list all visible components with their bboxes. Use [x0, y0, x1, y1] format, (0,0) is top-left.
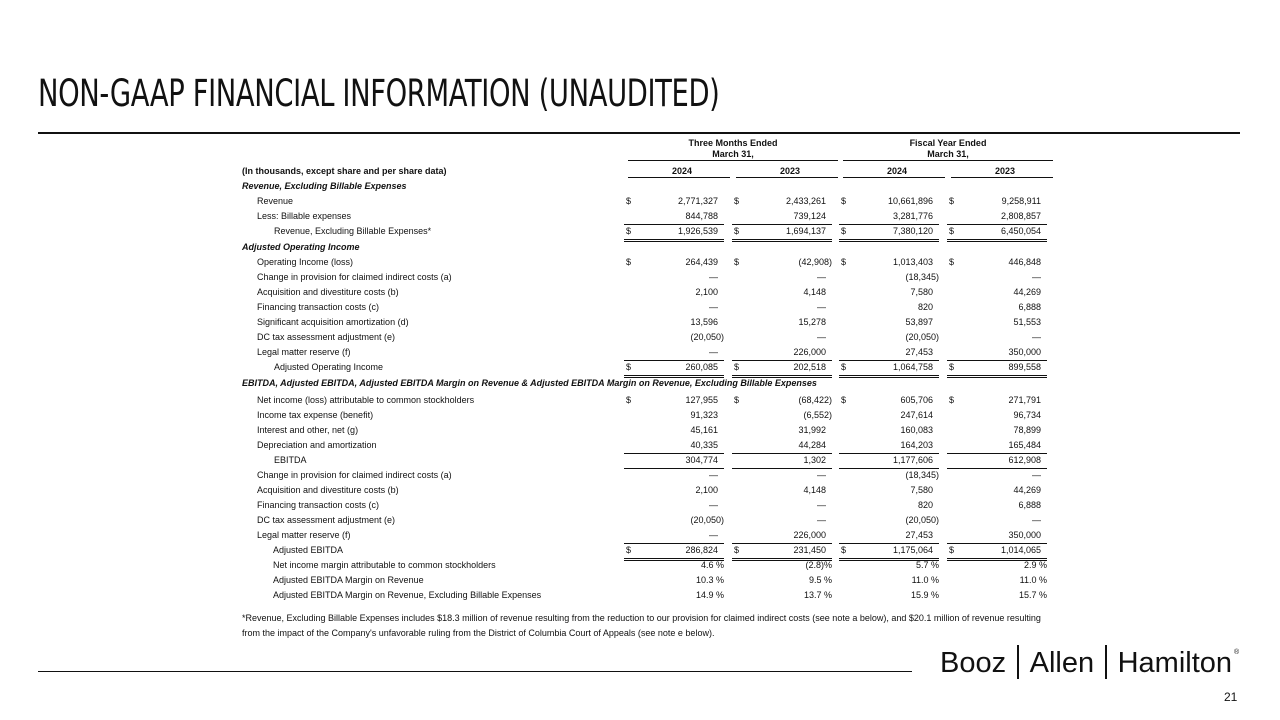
table-cell [732, 330, 832, 345]
cell-value: 231,450 [793, 545, 826, 555]
table-cell [839, 483, 939, 498]
cell-value: 844,788 [685, 211, 718, 221]
cell-value: 10,661,896 [887, 196, 933, 206]
dollar-sign: $ [626, 196, 632, 206]
table-row [242, 573, 1072, 588]
cell-value: 31,992 [798, 425, 826, 435]
cell-value: 271,791 [1008, 395, 1041, 405]
cell-value: 350,000 [1008, 530, 1041, 540]
units-label: (In thousands, except share and per share data) [242, 166, 447, 176]
table-cell [624, 588, 724, 603]
cell-value: 1,064,758 [892, 362, 933, 372]
table-cell [732, 528, 832, 544]
cell-value: 165,484 [1008, 440, 1041, 450]
cell-value: 2,100 [695, 485, 718, 495]
fiscal-year-header [843, 138, 1053, 160]
booz-allen-hamilton-logo [940, 645, 1239, 680]
row-label: Adjusted Operating Income [274, 362, 384, 372]
table-cell [732, 345, 832, 361]
cell-value: 350,000 [1008, 347, 1041, 357]
registered-mark: ® [1234, 649, 1240, 656]
dollar-sign: $ [841, 196, 847, 206]
table-cell [947, 498, 1047, 513]
table-cell [624, 345, 724, 361]
cell-value: 13,596 [690, 317, 718, 327]
logo-separator [1105, 645, 1107, 679]
dollar-sign: $ [626, 362, 632, 372]
table-cell [624, 573, 724, 588]
cell-value: — [817, 470, 826, 480]
cell-value: (6,552) [803, 410, 832, 420]
table-cell [732, 423, 832, 438]
cell-value: 1,177,606 [892, 455, 933, 465]
cell-value: 4,148 [803, 287, 826, 297]
column-header-rule [843, 177, 945, 178]
cell-value: (20,050) [905, 332, 939, 342]
table-cell [947, 528, 1047, 544]
table-cell [839, 423, 939, 438]
dollar-sign: $ [626, 226, 632, 236]
table-cell [947, 255, 1047, 270]
cell-value: 4.6 % [700, 560, 724, 570]
row-label: Change in provision for claimed indirect costs (a) [257, 470, 452, 480]
table-cell [947, 330, 1047, 345]
cell-value: — [1032, 272, 1041, 282]
cell-value: — [817, 272, 826, 282]
table-row [242, 360, 1072, 375]
cell-value: 6,450,054 [1000, 226, 1041, 236]
cell-value: (2.8)% [805, 560, 832, 570]
cell-value: — [1032, 332, 1041, 342]
table-cell [947, 438, 1047, 454]
table-cell [947, 573, 1047, 588]
table-cell [624, 423, 724, 438]
cell-value: 820 [917, 302, 933, 312]
table-row [242, 588, 1072, 603]
three-months-header [628, 138, 838, 160]
dollar-sign: $ [734, 196, 740, 206]
table-cell [732, 315, 832, 330]
table-cell [839, 513, 939, 528]
cell-value: 91,323 [690, 410, 718, 420]
cell-value: 612,908 [1008, 455, 1041, 465]
table-cell [624, 270, 724, 285]
table-cell [839, 438, 939, 454]
cell-value: 15.7 % [1018, 590, 1047, 600]
cell-value: 2,100 [695, 287, 718, 297]
cell-value: 44,284 [798, 440, 826, 450]
table-row [242, 285, 1072, 300]
dollar-sign: $ [626, 257, 632, 267]
footnote: *Revenue, Excluding Billable Expenses includes $18.3 million of revenue resulting from the reduction to our provision for claimed indirect costs (see note a below), and $20.1 million of revenue resulting from the impact of the Company's unfavorable ruling from the District of Columbia Court of Appeals (see note e below). [242, 613, 1041, 638]
table-cell [624, 468, 724, 483]
cell-value: (20,050) [905, 515, 939, 525]
table-cell [624, 558, 724, 573]
cell-value: 739,124 [793, 211, 826, 221]
table-cell [839, 393, 939, 408]
cell-value: — [1032, 515, 1041, 525]
table-row [242, 270, 1072, 285]
row-label: Income tax expense (benefit) [257, 410, 374, 420]
table-cell [732, 498, 832, 513]
table-cell [624, 438, 724, 454]
cell-value: 44,269 [1013, 485, 1041, 495]
column-header-rule [628, 177, 730, 178]
row-label: Acquisition and divestiture costs (b) [257, 485, 399, 495]
table-cell [839, 315, 939, 330]
table-cell [839, 588, 939, 603]
table-cell [732, 573, 832, 588]
table-row [242, 483, 1072, 498]
section-header [242, 240, 1072, 255]
table-row [242, 438, 1072, 453]
cell-value: (68,422) [798, 395, 832, 405]
table-cell [624, 513, 724, 528]
table-row [242, 194, 1072, 209]
table-cell [947, 408, 1047, 423]
table-cell [839, 285, 939, 300]
table-cell [624, 194, 724, 209]
cell-value: 11.0 % [911, 575, 939, 585]
logo-word: Booz [940, 647, 1007, 679]
cell-value: 7,380,120 [892, 226, 933, 236]
table-cell [624, 255, 724, 270]
table-cell [624, 408, 724, 423]
table-row [242, 209, 1072, 224]
cell-value: (20,050) [690, 515, 724, 525]
table-row [242, 558, 1072, 573]
row-label: Change in provision for claimed indirect costs (a) [257, 272, 452, 282]
cell-value: 9.5 % [808, 575, 832, 585]
cell-value: 226,000 [793, 530, 826, 540]
row-label: Interest and other, net (g) [257, 425, 359, 435]
column-header-q-2023: 2023 [779, 166, 801, 176]
table-cell [732, 588, 832, 603]
table-cell [732, 285, 832, 300]
cell-value: 247,614 [900, 410, 933, 420]
cell-value: 1,694,137 [785, 226, 826, 236]
cell-value: 605,706 [900, 395, 933, 405]
table-cell [732, 393, 832, 408]
row-label: Operating Income (loss) [257, 257, 354, 267]
table-cell [839, 330, 939, 345]
table-cell [624, 330, 724, 345]
table-cell [624, 285, 724, 300]
fiscal-year-header-line2: March 31, [927, 149, 969, 159]
row-label: Financing transaction costs (c) [257, 302, 380, 312]
dollar-sign: $ [949, 257, 955, 267]
table-cell [947, 270, 1047, 285]
cell-value: 820 [917, 500, 933, 510]
cell-value: (42,908) [798, 257, 832, 267]
cell-value: 15,278 [798, 317, 826, 327]
cell-value: 1,926,539 [677, 226, 718, 236]
row-label: Less: Billable expenses [257, 211, 352, 221]
cell-value: 264,439 [685, 257, 718, 267]
cell-value: 9,258,911 [1001, 196, 1041, 206]
table-cell [732, 194, 832, 209]
dollar-sign: $ [734, 257, 740, 267]
row-label: Significant acquisition amortization (d) [257, 317, 409, 327]
table-cell [947, 194, 1047, 209]
dollar-sign: $ [949, 545, 955, 555]
cell-value: (20,050) [690, 332, 724, 342]
table-cell [839, 558, 939, 573]
cell-value: 27,453 [905, 530, 933, 540]
cell-value: 127,955 [685, 395, 718, 405]
row-label: Legal matter reserve (f) [257, 347, 351, 357]
cell-value: — [709, 500, 718, 510]
cell-value: 446,848 [1008, 257, 1041, 267]
table-cell [839, 255, 939, 270]
row-label: DC tax assessment adjustment (e) [257, 515, 396, 525]
table-cell [624, 300, 724, 315]
row-label: Legal matter reserve (f) [257, 530, 351, 540]
cell-value: 1,302 [803, 455, 826, 465]
page-number: 21 [1224, 690, 1238, 704]
fiscal-year-header-line1: Fiscal Year Ended [909, 138, 987, 148]
table-cell [947, 513, 1047, 528]
cell-value: 260,085 [685, 362, 718, 372]
cell-value: 1,014,065 [1000, 545, 1041, 555]
table-row [242, 513, 1072, 528]
cell-value: 5.7 % [915, 560, 939, 570]
cell-value: 27,453 [905, 347, 933, 357]
cell-value: 40,335 [690, 440, 718, 450]
column-header-q-2024: 2024 [671, 166, 693, 176]
table-cell [624, 453, 724, 469]
cell-value: — [817, 332, 826, 342]
financial-table [242, 179, 1072, 603]
table-row [242, 330, 1072, 345]
cell-value: 78,899 [1013, 425, 1041, 435]
table-cell [839, 270, 939, 285]
row-label: Net income margin attributable to common stockholders [273, 560, 496, 570]
table-cell [839, 453, 939, 469]
section-header [242, 376, 1072, 391]
dollar-sign: $ [841, 362, 847, 372]
table-row [242, 453, 1072, 468]
cell-value: 14.9 % [695, 590, 724, 600]
table-row [242, 224, 1072, 239]
cell-value: 45,161 [690, 425, 718, 435]
logo-word: Allen [1029, 647, 1095, 679]
cell-value: 226,000 [793, 347, 826, 357]
row-label: DC tax assessment adjustment (e) [257, 332, 396, 342]
table-cell [947, 558, 1047, 573]
cell-value: 13.7 % [803, 590, 832, 600]
table-cell [732, 453, 832, 469]
row-label: Adjusted EBITDA Margin on Revenue [273, 575, 424, 585]
table-cell [947, 483, 1047, 498]
cell-value: 2,808,857 [1000, 211, 1041, 221]
row-label: Adjusted EBITDA [273, 545, 344, 555]
table-cell [947, 588, 1047, 603]
table-cell [732, 300, 832, 315]
table-row [242, 315, 1072, 330]
three-months-header-rule [628, 160, 838, 161]
three-months-header-line1: Three Months Ended [688, 138, 778, 148]
page-title: NON-GAAP FINANCIAL INFORMATION (UNAUDITED) [38, 72, 720, 115]
three-months-header-line2: March 31, [712, 149, 754, 159]
logo-separator [1017, 645, 1019, 679]
row-label: Revenue [257, 196, 294, 206]
dollar-sign: $ [734, 226, 740, 236]
table-cell [624, 315, 724, 330]
cell-value: 11.0 % [1019, 575, 1047, 585]
row-label: Financing transaction costs (c) [257, 500, 380, 510]
cell-value: 160,083 [900, 425, 933, 435]
cell-value: 1,175,064 [892, 545, 933, 555]
cell-value: 2,433,261 [785, 196, 826, 206]
cell-value: 4,148 [803, 485, 826, 495]
table-row [242, 543, 1072, 558]
cell-value: — [817, 500, 826, 510]
cell-value: (18,345) [905, 470, 939, 480]
dollar-sign: $ [734, 545, 740, 555]
section-label: Adjusted Operating Income [242, 242, 360, 252]
cell-value: (18,345) [905, 272, 939, 282]
table-cell [947, 209, 1047, 225]
dollar-sign: $ [626, 545, 632, 555]
row-label: Adjusted EBITDA Margin on Revenue, Excluding Billable Expenses [273, 590, 542, 600]
table-cell [624, 209, 724, 225]
cell-value: 2,771,327 [677, 196, 718, 206]
table-cell [947, 423, 1047, 438]
table-cell [839, 300, 939, 315]
cell-value: 202,518 [793, 362, 826, 372]
table-cell [732, 209, 832, 225]
table-cell [947, 315, 1047, 330]
column-header-rule [736, 177, 838, 178]
table-row [242, 408, 1072, 423]
table-cell [732, 438, 832, 454]
cell-value: 2.9 % [1023, 560, 1047, 570]
table-cell [947, 453, 1047, 469]
table-cell [947, 285, 1047, 300]
table-cell [947, 300, 1047, 315]
column-header-rule [951, 177, 1053, 178]
column-header-fy-2023: 2023 [994, 166, 1016, 176]
table-cell [947, 393, 1047, 408]
cell-value: 96,734 [1013, 410, 1041, 420]
cell-value: 3,281,776 [892, 211, 933, 221]
fiscal-year-header-rule [843, 160, 1053, 161]
table-cell [732, 558, 832, 573]
table-cell [839, 209, 939, 225]
table-cell [732, 483, 832, 498]
dollar-sign: $ [841, 395, 847, 405]
table-row [242, 393, 1072, 408]
column-header-fy-2024: 2024 [886, 166, 908, 176]
table-cell [624, 528, 724, 544]
row-label: Revenue, Excluding Billable Expenses* [274, 226, 432, 236]
footer-divider [38, 671, 912, 672]
cell-value: — [1032, 470, 1041, 480]
section-label: EBITDA, Adjusted EBITDA, Adjusted EBITDA Margin on Revenue & Adjusted EBITDA Margin on Revenue, Excluding Billable Expenses [242, 378, 817, 388]
table-cell [839, 528, 939, 544]
table-row [242, 300, 1072, 315]
dollar-sign: $ [949, 395, 955, 405]
cell-value: — [709, 272, 718, 282]
row-label: Net income (loss) attributable to common stockholders [257, 395, 475, 405]
row-label: Depreciation and amortization [257, 440, 377, 450]
table-row [242, 345, 1072, 360]
cell-value: — [709, 530, 718, 540]
dollar-sign: $ [841, 257, 847, 267]
dollar-sign: $ [949, 226, 955, 236]
dollar-sign: $ [734, 362, 740, 372]
cell-value: 53,897 [905, 317, 933, 327]
table-row [242, 498, 1072, 513]
dollar-sign: $ [841, 226, 847, 236]
table-cell [839, 498, 939, 513]
dollar-sign: $ [949, 196, 955, 206]
section-header [242, 179, 1072, 194]
dollar-sign: $ [734, 395, 740, 405]
table-row [242, 423, 1072, 438]
table-cell [839, 194, 939, 209]
table-cell [624, 498, 724, 513]
table-cell [839, 345, 939, 361]
cell-value: 1,013,403 [892, 257, 933, 267]
cell-value: — [709, 470, 718, 480]
cell-value: 7,580 [910, 287, 933, 297]
table-cell [947, 345, 1047, 361]
table-cell [732, 270, 832, 285]
row-label: Acquisition and divestiture costs (b) [257, 287, 399, 297]
table-cell [732, 255, 832, 270]
table-cell [732, 513, 832, 528]
table-cell [839, 408, 939, 423]
cell-value: 51,553 [1013, 317, 1041, 327]
table-cell [732, 468, 832, 483]
cell-value: — [709, 302, 718, 312]
cell-value: — [817, 302, 826, 312]
table-cell [839, 468, 939, 483]
section-label: Revenue, Excluding Billable Expenses [242, 181, 407, 191]
table-cell [947, 468, 1047, 483]
cell-value: 286,824 [685, 545, 718, 555]
table-row [242, 468, 1072, 483]
cell-value: 164,203 [900, 440, 933, 450]
cell-value: 6,888 [1018, 500, 1041, 510]
cell-value: 899,558 [1008, 362, 1041, 372]
table-row [242, 255, 1072, 270]
cell-value: 15.9 % [910, 590, 939, 600]
table-cell [624, 483, 724, 498]
cell-value: 44,269 [1013, 287, 1041, 297]
table-cell [624, 393, 724, 408]
table-cell [732, 408, 832, 423]
table-row [242, 528, 1072, 543]
row-label: EBITDA [274, 455, 307, 465]
cell-value: 304,774 [685, 455, 718, 465]
dollar-sign: $ [626, 395, 632, 405]
table-cell [839, 573, 939, 588]
cell-value: 10.3 % [695, 575, 724, 585]
cell-value: 6,888 [1018, 302, 1041, 312]
cell-value: — [709, 347, 718, 357]
dollar-sign: $ [949, 362, 955, 372]
logo-word: Hamilton [1117, 647, 1233, 679]
dollar-sign: $ [841, 545, 847, 555]
cell-value: 7,580 [910, 485, 933, 495]
title-divider [38, 132, 1240, 134]
cell-value: — [817, 515, 826, 525]
